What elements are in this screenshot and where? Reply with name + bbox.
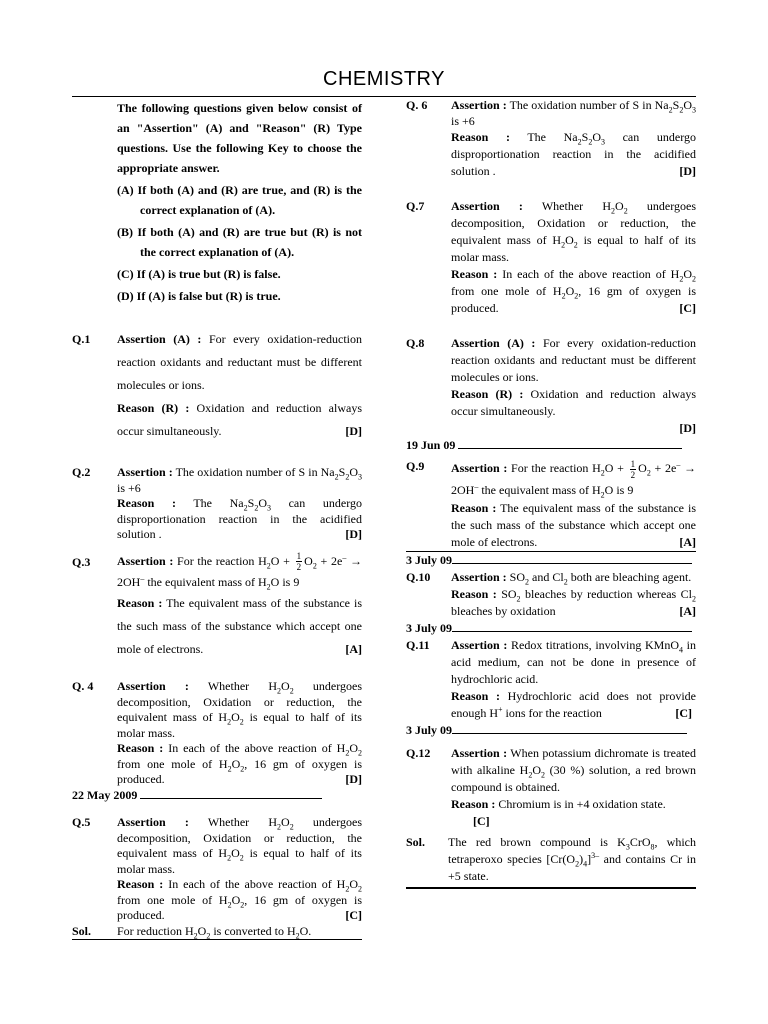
- answer-key: [A]: [679, 603, 696, 618]
- answer-key: [D]: [345, 772, 362, 787]
- reason-label: Reason :: [451, 688, 500, 703]
- assertion-text: For every oxidation-reduction reaction oxidants and reductant must be different molecules or ions.: [117, 332, 362, 392]
- date-heading: [72, 788, 362, 804]
- reason-text: Oxidation and reduction always occur simultaneously.: [117, 401, 362, 438]
- assertion-label: Assertion :: [451, 637, 508, 652]
- solution-text: The red brown compound is $K_3CrO_8$, which tetraperoxo species $[Cr(O_2)_4]^{3-}$ and contains Cr in +5 state.: [448, 834, 697, 883]
- date-text: 3 July 09: [406, 552, 453, 567]
- answer-key: [A]: [345, 642, 362, 657]
- question-number: Q.2: [72, 465, 91, 479]
- answer-key: [A]: [679, 534, 696, 549]
- answer-key: [C]: [345, 908, 362, 923]
- reason: Reason : The equivalent mass of the substance is the such mass of the substance which accept one mole of electrons. [A]: [451, 500, 696, 549]
- question-number: Q.10: [406, 569, 431, 584]
- reason: Reason : $SO_2$ bleaches by reduction whereas $Cl_2$ bleaches by oxidation [A]: [451, 586, 696, 618]
- question-number: Q.7: [406, 199, 425, 213]
- assertion: Assertion : The oxidation number of S in $Na_2S_2O_3$ is +6: [117, 465, 362, 495]
- reason-label: Reason :: [451, 130, 510, 144]
- right-column: [406, 96, 696, 889]
- reason-label: Reason :: [451, 267, 498, 281]
- answer-key: [D]: [679, 164, 696, 178]
- reason: Reason : In each of the above reaction of $H_2O_2$ from one mole of $H_2O_2$, 16 gm of oxygen is produced. [D]: [117, 741, 362, 787]
- option-b: (B) If both (A) and (R) are true but (R) is not the correct explanation of (A).: [117, 225, 362, 259]
- reason: Reason : The $Na_2S_2O_3$ can undergo disproportionation reaction in the acidified solution . [D]: [117, 496, 362, 541]
- reason-label: Reason (R) :: [451, 387, 524, 401]
- assertion-label: Assertion :: [117, 465, 173, 479]
- reason-label: Reason :: [451, 796, 496, 811]
- date-text: 22 May 2009: [72, 787, 138, 802]
- option-c: (C) If (A) is true but (R) is false.: [117, 267, 281, 281]
- question-12: [406, 745, 696, 830]
- question-number: Q.11: [406, 637, 430, 652]
- reason-label: Reason :: [117, 496, 176, 510]
- date-heading: [406, 620, 696, 637]
- assertion-label: Assertion :: [451, 98, 507, 112]
- question-5: [72, 815, 362, 924]
- date-text: 3 July 09: [406, 620, 453, 635]
- assertion: Assertion : Redox titrations, involving KMnO$_4$ in acid medium, can not be done in presence of hydrochloric acid.: [451, 637, 696, 686]
- assertion: Assertion : When potassium dichromate is treated with alkaline $H_2O_2$ (30 %) solution, a red brown compound is obtained.: [451, 745, 696, 794]
- instructions-text: The following questions given below consist of an "Assertion" (A) and "Reason" (R) Type questions. Use the following Key to choose the appropriate answer.: [117, 101, 362, 175]
- reason: Reason : Hydrochloric acid does not provide enough H+ ions for the reaction [C]: [451, 688, 696, 720]
- reason: Reason : In each of the above reaction of $H_2O_2$ from one mole of $H_2O_2$, 16 gm of oxygen is produced. [C]: [117, 877, 362, 923]
- solution-12: [406, 834, 696, 889]
- answer-key: [C]: [473, 813, 490, 828]
- question-4: [72, 679, 362, 788]
- date-text: 3 July 09: [406, 722, 453, 737]
- question-2: [72, 465, 362, 543]
- assertion: Assertion : Whether $H_2O_2$ undergoes decomposition, Oxidation or reduction, the equivalent mass of $H_2O_2$ is equal to half of its molar mass.: [117, 679, 362, 740]
- assertion-label: Assertion :: [117, 679, 189, 694]
- left-column: [72, 96, 362, 940]
- question-9: [406, 458, 696, 552]
- assertion-label: Assertion :: [451, 199, 523, 213]
- answer-key: [C]: [679, 301, 696, 315]
- reason: [451, 796, 696, 813]
- date-text: 19 Jun 09: [406, 438, 456, 452]
- assertion: Assertion : The oxidation number of S in $Na_2S_2O_3$ is +6: [451, 98, 696, 128]
- reason: Reason : In each of the above reaction of $H_2O_2$ from one mole of $H_2O_2$, 16 gm of oxygen is produced. [C]: [451, 267, 696, 315]
- assertion-label: Assertion (A) :: [117, 332, 202, 346]
- reason: Reason : The equivalent mass of the substance is the such mass of the substance which accept one mole of electrons. [A]: [117, 592, 362, 661]
- assertion-label: Assertion :: [451, 745, 508, 760]
- reason-text: Chromium is in +4 oxidation state.: [498, 796, 666, 811]
- solution-text: For reduction $H_2O_2$ is converted to $H_2O$.: [117, 923, 312, 941]
- answer-key: [D]: [345, 424, 362, 438]
- assertion: Assertion : Whether $H_2O_2$ undergoes decomposition, Oxidation or reduction, the equivalent mass of $H_2O_2$ is equal to half of its molar mass.: [451, 199, 696, 264]
- reason: Reason : The $Na_2S_2O_3$ can undergo disproportionation reaction in the acidified solution . [D]: [451, 130, 696, 178]
- question-number: Q.12: [406, 745, 431, 760]
- fraction-half: $\frac{1}{2}$: [630, 458, 636, 480]
- instructions: [72, 96, 362, 306]
- question-1: [72, 328, 362, 443]
- question-number: Q.9: [406, 459, 425, 473]
- question-8: [406, 335, 696, 437]
- answer-key: [D]: [345, 527, 362, 541]
- date-heading: [406, 437, 696, 454]
- assertion-text: For every oxidation-reduction reaction oxidants and reductant must be different molecules or ions.: [451, 336, 696, 384]
- assertion: Assertion : For the reaction $H_2O$ + $\frac{1}{2}$ $O_2 + 2e^- \to 2OH^-$ the equivalent mass of $H_2O$ is 9: [117, 551, 363, 592]
- question-10: [406, 569, 696, 620]
- question-number: Q.1: [72, 332, 91, 346]
- fraction-half: $\frac{1}{2}$: [296, 551, 302, 573]
- solution-label: Sol.: [72, 923, 92, 938]
- question-6: [406, 98, 696, 180]
- question-7: [406, 198, 696, 317]
- answer-key: [D]: [679, 421, 696, 435]
- question-number: Q.3: [72, 554, 91, 569]
- solution-5: [72, 924, 362, 941]
- reason-label: Reason :: [117, 741, 164, 756]
- question-number: Q. 6: [406, 98, 428, 112]
- date-heading: [406, 722, 696, 739]
- reason-label: Reason :: [451, 586, 497, 601]
- assertion-label: Assertion :: [451, 569, 507, 584]
- answer-key: [C]: [675, 705, 692, 720]
- option-d: (D) If (A) is false but (R) is true.: [117, 289, 281, 303]
- question-number: Q.5: [72, 815, 91, 830]
- date-heading: [406, 552, 696, 569]
- option-a: (A) If both (A) and (R) are true, and (R) is the correct explanation of (A).: [117, 183, 362, 217]
- reason-text: Oxidation and reduction always occur simultaneously.: [451, 387, 696, 418]
- reason-label: Reason :: [117, 596, 163, 611]
- assertion-label: Assertion :: [117, 553, 174, 568]
- question-number: Q.8: [406, 336, 425, 350]
- question-3: [72, 551, 362, 662]
- question-number: Q. 4: [72, 679, 94, 694]
- reason-label: Reason (R) :: [117, 401, 190, 415]
- assertion: Assertion : $SO_2$ and $Cl_2$ both are bleaching agent.: [451, 569, 692, 587]
- solution-label: Sol.: [406, 834, 426, 849]
- assertion-label: Assertion :: [117, 815, 189, 830]
- assertion-label: Assertion (A) :: [451, 336, 536, 350]
- assertion: Assertion : For the reaction $H_2O$ + $\frac{1}{2}$ $O_2 + 2e^- \to 2OH^-$ the equivalent mass of $H_2O$ is 9: [451, 458, 697, 500]
- assertion: Assertion : Whether $H_2O_2$ undergoes decomposition, Oxidation or reduction, the equivalent mass of $H_2O_2$ is equal to half of its molar mass.: [117, 815, 362, 876]
- reason-label: Reason :: [451, 500, 497, 515]
- page-title: CHEMISTRY: [323, 68, 445, 90]
- question-11: [406, 637, 696, 722]
- assertion-label: Assertion :: [451, 461, 508, 475]
- reason-label: Reason :: [117, 877, 164, 892]
